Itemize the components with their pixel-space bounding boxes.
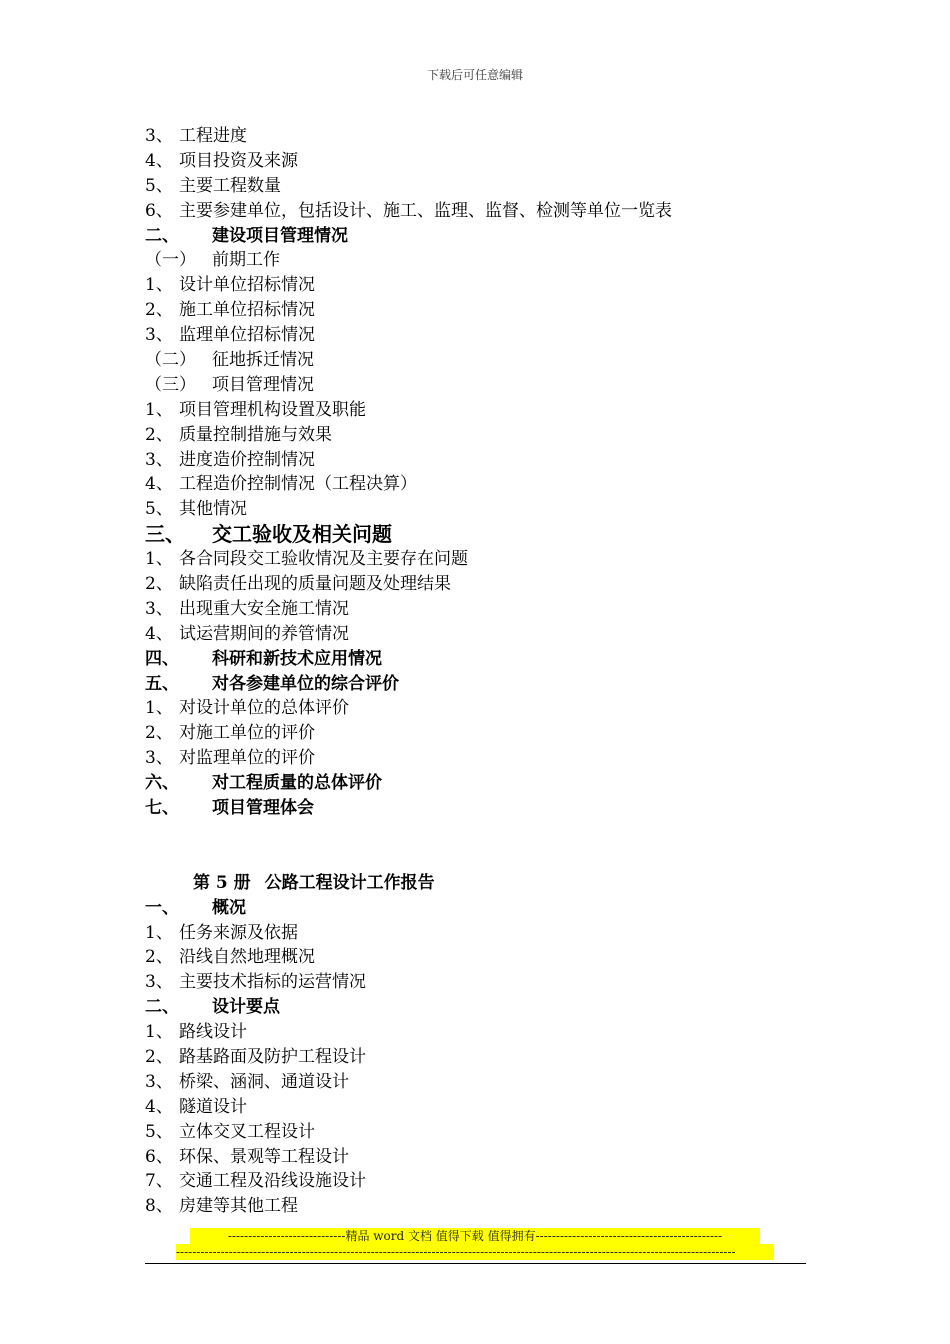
section-heading xyxy=(145,522,805,547)
section-heading xyxy=(145,771,805,796)
list-item xyxy=(145,622,805,647)
item-number: 5、 xyxy=(145,499,173,520)
item-text: 房建等其他工程 xyxy=(179,1196,298,1217)
list-item xyxy=(145,124,805,149)
list-item xyxy=(145,199,805,224)
list-item xyxy=(145,1194,805,1219)
list-item xyxy=(145,572,805,597)
section-heading xyxy=(145,995,805,1020)
list-item xyxy=(145,472,805,497)
item-text: 监理单位招标情况 xyxy=(179,325,315,346)
item-number: 二、 xyxy=(145,997,179,1018)
item-text: 对工程质量的总体评价 xyxy=(212,773,382,794)
item-number: 4、 xyxy=(145,1096,173,1117)
item-text: 隧道设计 xyxy=(179,1096,247,1117)
list-item xyxy=(145,497,805,522)
list-item xyxy=(145,1070,805,1095)
item-number: 6、 xyxy=(145,1146,173,1167)
item-number: 1、 xyxy=(145,922,173,943)
item-number: 3、 xyxy=(145,126,173,146)
subsection-heading xyxy=(145,373,805,398)
item-number: 3、 xyxy=(145,1071,173,1092)
list-item xyxy=(145,921,805,946)
list-item xyxy=(145,273,805,298)
item-number: 二、 xyxy=(145,225,179,246)
item-text: 项目管理体会 xyxy=(212,798,314,819)
list-item xyxy=(145,1120,805,1145)
item-number: 5、 xyxy=(145,175,173,196)
section-heading xyxy=(145,896,805,921)
item-text: 沿线自然地理概况 xyxy=(179,947,315,968)
item-number: 第 5 册 xyxy=(193,872,251,893)
list-item xyxy=(145,721,805,746)
item-number: 7、 xyxy=(145,1171,173,1192)
item-text: 其他情况 xyxy=(179,499,247,520)
item-text: 项目管理情况 xyxy=(212,374,314,395)
item-text: 对设计单位的总体评价 xyxy=(179,698,349,719)
item-text: 对各参建单位的综合评价 xyxy=(212,673,399,694)
list-item xyxy=(145,696,805,721)
footer-rule xyxy=(145,1263,806,1264)
item-number: 3、 xyxy=(145,325,173,346)
list-item xyxy=(145,1045,805,1070)
item-text: 主要技术指标的运营情况 xyxy=(179,972,366,993)
item-text: 科研和新技术应用情况 xyxy=(212,648,382,669)
item-text: 主要参建单位，包括设计、施工、监理、监督、检测等单位一览表 xyxy=(179,200,672,221)
item-text: 桥梁、涵洞、通道设计 xyxy=(179,1071,349,1092)
subsection-heading xyxy=(145,248,805,273)
item-text: 对监理单位的评价 xyxy=(179,748,315,769)
item-text: 缺陷责任出现的质量问题及处理结果 xyxy=(179,574,451,595)
item-number: 2、 xyxy=(145,947,173,968)
list-item xyxy=(145,423,805,448)
list-item xyxy=(145,746,805,771)
footer-highlight-band: -----------------------------精品 word 文档 值得下载 值得拥有---------------------------------------------- xyxy=(190,1228,760,1244)
item-text: 对施工单位的评价 xyxy=(179,723,315,744)
item-number: 七、 xyxy=(145,798,179,819)
item-text: 任务来源及依据 xyxy=(179,922,298,943)
item-number: 六、 xyxy=(145,773,179,794)
spacer xyxy=(145,821,805,871)
item-number: 4、 xyxy=(145,474,173,495)
list-item xyxy=(145,1095,805,1120)
item-text: 立体交叉工程设计 xyxy=(179,1121,315,1142)
item-text: 各合同段交工验收情况及主要存在问题 xyxy=(179,549,468,570)
list-item xyxy=(145,970,805,995)
item-text: 交工验收及相关问题 xyxy=(212,522,392,547)
item-text: 出现重大安全施工情况 xyxy=(179,598,349,619)
footer-dash-band: ------------------------------------------------------------------------------------------------------------------------------------------ xyxy=(176,1244,774,1260)
item-text: 项目管理机构设置及职能 xyxy=(179,399,366,420)
item-text: 主要工程数量 xyxy=(179,175,281,196)
item-number: （二） xyxy=(145,350,196,371)
section-heading xyxy=(145,672,805,697)
item-number: 3、 xyxy=(145,598,173,619)
item-number: 三、 xyxy=(145,522,185,547)
list-item xyxy=(145,398,805,423)
item-text: 试运营期间的养管情况 xyxy=(179,623,349,644)
item-number: 2、 xyxy=(145,424,173,445)
item-text: 征地拆迁情况 xyxy=(212,350,314,371)
item-number: 8、 xyxy=(145,1196,173,1217)
list-item xyxy=(145,1145,805,1170)
section-heading xyxy=(145,796,805,821)
item-text: 交通工程及沿线设施设计 xyxy=(179,1171,366,1192)
list-item xyxy=(145,298,805,323)
item-number: 1、 xyxy=(145,549,173,570)
item-number: 2、 xyxy=(145,723,173,744)
item-number: 4、 xyxy=(145,623,173,644)
list-item xyxy=(145,1169,805,1194)
item-text: 环保、景观等工程设计 xyxy=(179,1146,349,1167)
item-number: 2、 xyxy=(145,1046,173,1067)
list-item xyxy=(145,448,805,473)
document-body xyxy=(145,124,805,1219)
item-text: 设计要点 xyxy=(212,997,280,1018)
item-number: （一） xyxy=(145,250,196,271)
item-text: 公路工程设计工作报告 xyxy=(264,872,435,893)
item-number: 五、 xyxy=(145,673,179,694)
list-item xyxy=(145,323,805,348)
item-text: 前期工作 xyxy=(212,250,280,271)
item-number: 6、 xyxy=(145,200,173,221)
page-header: 下载后可任意编辑 xyxy=(426,68,523,82)
list-item xyxy=(145,945,805,970)
section-heading xyxy=(145,224,805,249)
list-item xyxy=(145,149,805,174)
item-number: 1、 xyxy=(145,399,173,420)
item-number: 4、 xyxy=(145,150,173,171)
list-item xyxy=(145,174,805,199)
volume-title xyxy=(145,871,805,896)
section-heading xyxy=(145,647,805,672)
item-number: 2、 xyxy=(145,300,173,321)
item-number: （三） xyxy=(145,374,196,395)
item-number: 3、 xyxy=(145,972,173,993)
item-number: 2、 xyxy=(145,574,173,595)
item-number: 四、 xyxy=(145,648,179,669)
item-number: 1、 xyxy=(145,1022,173,1043)
item-number: 1、 xyxy=(145,698,173,719)
item-text: 路线设计 xyxy=(179,1022,247,1043)
subsection-heading xyxy=(145,348,805,373)
item-text: 概况 xyxy=(212,897,246,918)
item-text: 工程进度 xyxy=(179,126,247,146)
item-number: 3、 xyxy=(145,449,173,470)
item-number: 一、 xyxy=(145,897,179,918)
list-item xyxy=(145,597,805,622)
item-text: 工程造价控制情况（工程决算） xyxy=(179,474,417,495)
list-item xyxy=(145,547,805,572)
item-text: 建设项目管理情况 xyxy=(212,225,348,246)
item-text: 设计单位招标情况 xyxy=(179,275,315,296)
item-text: 项目投资及来源 xyxy=(179,150,298,171)
item-number: 3、 xyxy=(145,748,173,769)
item-text: 路基路面及防护工程设计 xyxy=(179,1046,366,1067)
item-text: 质量控制措施与效果 xyxy=(179,424,332,445)
item-number: 1、 xyxy=(145,275,173,296)
item-number: 5、 xyxy=(145,1121,173,1142)
list-item xyxy=(145,1020,805,1045)
item-text: 进度造价控制情况 xyxy=(179,449,315,470)
item-text: 施工单位招标情况 xyxy=(179,300,315,321)
